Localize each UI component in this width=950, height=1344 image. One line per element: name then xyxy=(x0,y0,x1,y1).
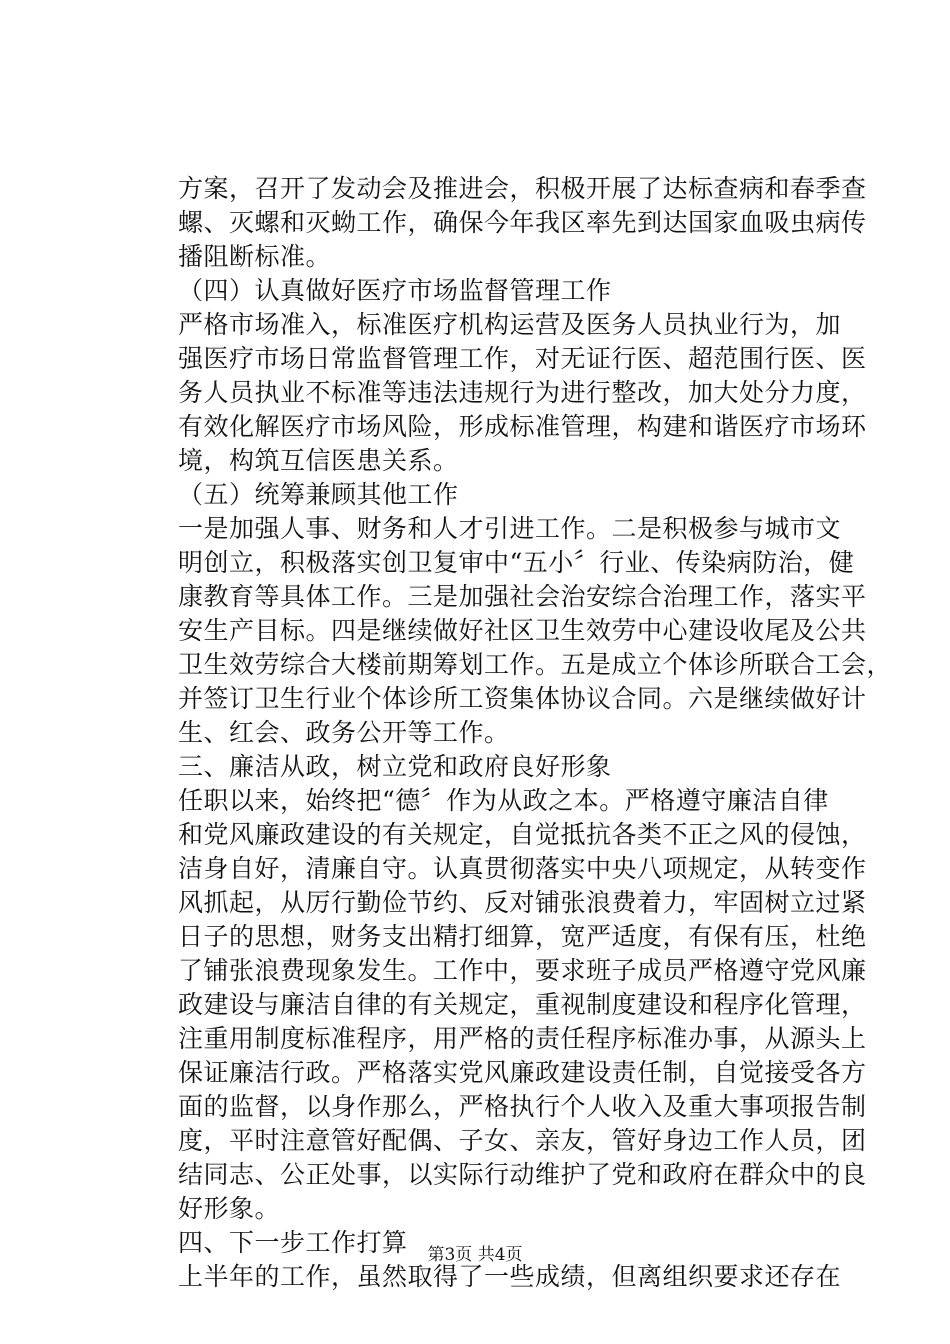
text-line: 有效化解医疗市场风险，形成标准管理，构建和谐医疗市场环 xyxy=(178,412,867,441)
text-line: 境，构筑互信医患关系。 xyxy=(178,446,459,475)
text-line: 度，平时注意管好配偶、子女、亲友，管好身边工作人员，团 xyxy=(178,1126,867,1155)
text-line: 政建设与廉洁自律的有关规定，重视制度建设和程序化管理， xyxy=(178,990,867,1019)
text-line: 严格市场准入，标准医疗机构运营及医务人员执业行为，加 xyxy=(178,310,842,339)
text-line: 保证廉洁行政。严格落实党风廉政建设责任制，自觉接受各方 xyxy=(178,1058,867,1087)
text-line: 风抓起，从厉行勤俭节约、反对铺张浪费着力，牢固树立过紧 xyxy=(178,888,867,917)
text-line: 上半年的工作，虽然取得了一些成绩，但离组织要求还存在 xyxy=(178,1262,842,1291)
text-line: 务人员执业不标准等违法违规行为进行整改，加大处分力度， xyxy=(178,378,867,407)
section-heading: （五）统筹兼顾其他工作 xyxy=(178,480,459,509)
text-line: 注重用制度标准程序，用严格的责任程序标准办事，从源头上 xyxy=(178,1024,867,1053)
section-heading: 四、下一步工作打算 xyxy=(178,1228,408,1257)
page-number: 第3页 共4页 xyxy=(427,1245,523,1265)
text-line: 日子的思想，财务支出精打细算，宽严适度，有保有压，杜绝 xyxy=(178,922,867,951)
text-line: 结同志、公正处事，以实际行动维护了党和政府在群众中的良 xyxy=(178,1160,867,1189)
text-line: 和党风廉政建设的有关规定，自觉抵抗各类不正之风的侵蚀， xyxy=(178,820,867,849)
text-line: 任职以来，始终把“德〞作为从政之本。严格遵守廉洁自律 xyxy=(178,786,829,815)
section-heading: 三、廉洁从政，树立党和政府良好形象 xyxy=(178,752,612,781)
text-line: 卫生效劳综合大楼前期筹划工作。五是成立个体诊所联合工会， xyxy=(178,650,893,679)
text-line: 明创立，积极落实创卫复审中“五小〞行业、传染病防治，健 xyxy=(178,548,855,577)
text-line: 方案，召开了发动会及推进会，积极开展了达标查病和春季查 xyxy=(178,174,867,203)
text-line: 康教育等具体工作。三是加强社会治安综合治理工作，落实平 xyxy=(178,582,867,611)
text-line: 好形象。 xyxy=(178,1194,281,1223)
section-heading: （四）认真做好医疗市场监督管理工作 xyxy=(178,276,612,305)
text-line: 并签订卫生行业个体诊所工资集体协议合同。六是继续做好计 xyxy=(178,684,867,713)
text-line: 螺、灭螺和灭蚴工作，确保今年我区率先到达国家血吸虫病传 xyxy=(178,208,867,237)
text-line: 洁身自好，清廉自守。认真贯彻落实中央八项规定，从转变作 xyxy=(178,854,867,883)
text-line: 安生产目标。四是继续做好社区卫生效劳中心建设收尾及公共 xyxy=(178,616,867,645)
text-line: 生、红会、政务公开等工作。 xyxy=(178,718,510,747)
text-line: 了铺张浪费现象发生。工作中，要求班子成员严格遵守党风廉 xyxy=(178,956,867,985)
text-line: 播阻断标准。 xyxy=(178,242,332,271)
text-line: 面的监督，以身作那么，严格执行个人收入及重大事项报告制 xyxy=(178,1092,867,1121)
text-line: 一是加强人事、财务和人才引进工作。二是积极参与城市文 xyxy=(178,514,842,543)
text-line: 强医疗市场日常监督管理工作，对无证行医、超范围行医、医 xyxy=(178,344,867,373)
